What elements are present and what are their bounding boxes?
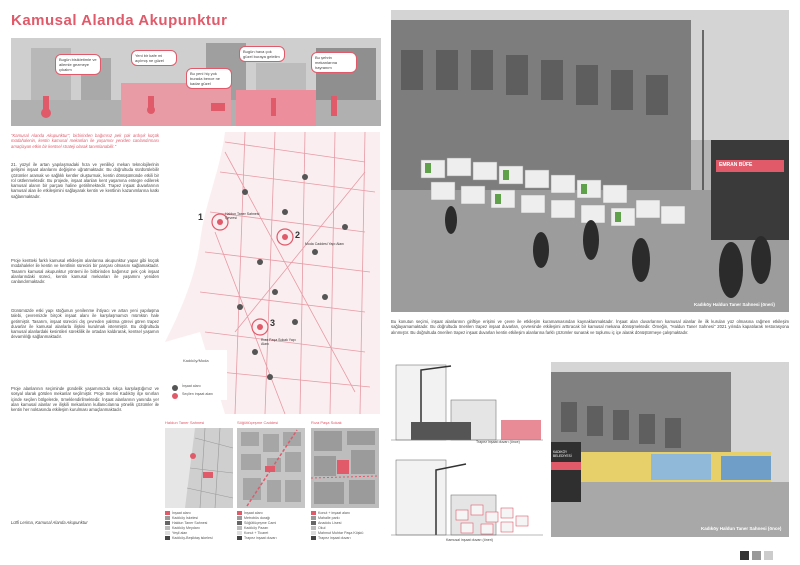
legend-item: Trapez inşaat duvarı (311, 536, 381, 541)
map-legend-title: Kadıköy/Moda (183, 358, 209, 363)
intro-quote-text: "Kamusal Alanda Akupunktur", birbirinden bağımsız pek çok ardışık küçük müdahalenin, kentin kamusal mekanları ile yaşamını yeniden canlandırması amaçlayan etkin bir kentsel strateji olarak tanımlanabilir." (11, 133, 159, 149)
kiosk-sign: EMRAN BÜFE (719, 162, 753, 168)
legend-item: Kadıköy-Beşiktaş iskelesi (165, 536, 235, 541)
signature: Lütfi Lerima, Kamusal Alanda Akupunktur (11, 520, 88, 525)
legend-item: Kadıköy Meydanı (165, 526, 235, 531)
before-photo-illustration (551, 362, 789, 537)
small-map-3-graphic (311, 428, 379, 508)
small-map-title-2: Söğütlüçeşme Caddesi (237, 420, 279, 425)
small-map-legend-1 (165, 511, 235, 541)
legend-item: Metrobüs durağı (237, 516, 307, 521)
small-map-title-1: Haldun Taner Sahnesi (165, 420, 205, 425)
small-map-2 (237, 428, 305, 508)
legend-item: Mahmut Muhtar Paşa Köşkü (311, 531, 381, 536)
legend-item: Söğütlüçeşme Cami (237, 521, 307, 526)
legend-item: Mahalle parkı (311, 516, 381, 521)
map-label-1: Haldun Taner Sahnesi Çevresi (225, 212, 260, 220)
small-map-legend-2 (237, 511, 307, 541)
page-indicator (737, 547, 773, 565)
before-photo-caption: Kadıköy Haldun Taner Sahnesi (önce) (701, 526, 782, 531)
small-map-1-graphic (165, 428, 233, 508)
speech-bubble: Bugün bisikletimle ve ailemle gezmeye çıkalım (55, 54, 101, 75)
wall-diagrams (391, 360, 543, 550)
hero-photo-illustration (391, 10, 789, 312)
legend-item: Okul (311, 526, 381, 531)
mid-paragraph: Bu konutun seçimi, inşaat alanlarının giriftiye erişimi ve çevre ile etkileşim kuramamasından kaynaklanmaktadır. İnşaat alan duvarlarının kamusal alanlar ile ilk kurulan yüz olmasına rağmen etkileşim sağlayamamaktadır. Bu doğrultuda önerilen trapez inşaat duvarları, çevresinde etkileşimi arttıracak bir kamusal mekana dönüşmektedir. Örneğin, "Haldun Taner Sahnesi" 2021 yılında kapatılarak restorasyona alınmıştır. Bu doğrultuda önerilen trapez inşaat duvarları kentin etkileşim alanlarına farklı çözümler sunarak ve toplumu iç içe alarak dönüştürmeye çalışmaktadır. (391, 319, 789, 335)
diagram-label-top: Trapez inşaat duvarı (önce) (476, 440, 520, 444)
legend-item: Anadolu Lisesi (311, 521, 381, 526)
legend-item: Kadıköy Pazarı (237, 526, 307, 531)
paragraph-3: Günümüzde eski yapı stoğunun yenilenme ihtiyacı ve artan yeni yapılaşma talebi, çevremizde birçok inşaat alanı ile karşılaşmamızı mümkün hale getirmiştir. Tasarım, inşaat sürecini dış çevreden yalıtma görevi gören trapez duvarlar ile kamusal alanlarla ilişkisi kurulmak istenmiştir. Bu doğrultuda kamusal alanlardaki kesintileri süreklilik ile ortadan kaldırarak, kentsel yaşamın devamlılığı sağlanmaktadır. (11, 308, 159, 340)
small-map-3 (311, 428, 379, 508)
speech-bubble: Bu yeni hiç yok burada bence ne kadar güzel (186, 68, 232, 89)
legend-item: İnşaat alanı (165, 511, 235, 516)
paragraph-4: Proje alanlarının seçiminde gündelik yaşamımızda sıkça karşılaştığımız ve sosyal olarak görülen mekanlar seçilmiştir. Proje önerisi Kadıköy ilçe sınırları içinde seçilen bölgelerde, örneklendirilmektedir. İnşaat alanlarının yanında yer alan kamusal alanlar ve ilişkili mekanların kullanıcılarına yönelik çözümler ile kentin her noktasında etkileşim kurulması amaçlanmaktadır. (11, 386, 159, 413)
map-label-number-3: 3 (270, 318, 276, 328)
small-map-2-graphic (237, 428, 305, 508)
map-legend-item: İnşaat alanı (182, 384, 201, 388)
small-map-title-3: Rıza Paşa Sokak (311, 420, 342, 425)
legend-item: Trapez inşaat duvarı (237, 536, 307, 541)
small-map-legend-3 (311, 511, 381, 541)
intro-quote (11, 133, 159, 149)
wall-diagram-graphic (391, 360, 543, 550)
page-title: Kamusal Alanda Akupunktur (11, 12, 228, 29)
legend-item: Konut + inşaat alanı (311, 511, 381, 516)
speech-bubble: Bugün hava çok güzel buraya gelelim (239, 46, 285, 62)
legend-item: Yeşil alan (165, 531, 235, 536)
hero-photo (391, 10, 789, 312)
page-dot (752, 551, 761, 560)
map-label-2: Moda Caddesi Yapı Alanı (305, 242, 345, 246)
legend-item: Konut + Ticaret (237, 531, 307, 536)
district-map (165, 132, 380, 414)
map-legend-item: Seçilen inşaat alanı (182, 392, 214, 396)
small-map-1 (165, 428, 233, 508)
paragraph-1: 21. yüzyıl ile artan yapılaşmadaki hıza ve yenilikçi mekan teknolojilerinin gelişimi inşaat alanlarını değişime uğratmaktadır. Bu doğrultuda sürdürülebilir çözümler aramak ve sağlıklı kentler oluşturmak, kentin dönüşümünde etkili bir rol üstlenmektedir. Bu projede, inşaat alanları kent yaşamına entegre edilerek kamusal alanın bir parçası haline getirilmektedir. Trapez inşaat duvarlarının kamusal alan ile etkileşimini sağlayarak kentin ve kentlinin kazanımlarına katkı sağlanmaktadır. (11, 162, 159, 199)
collage-strip (11, 38, 381, 126)
street-map-illustration (165, 132, 380, 414)
legend-item: Haldun Taner Sahnesi (165, 521, 235, 526)
hero-caption: Kadıköy Haldun Taner Sahnesi (öneri) (694, 302, 775, 307)
legend-item: İnşaat alanı (237, 511, 307, 516)
before-photo (551, 362, 789, 537)
legend-item: Kadıköy İskelesi (165, 516, 235, 521)
kiosk-sign: KADIKÖY BELEDİYESİ (553, 450, 572, 458)
map-label-number-1: 1 (198, 212, 204, 222)
paragraph-2: Proje kentteki farklı kamusal etkileşim alanlarına akupunktur yapar gibi küçük müdahaleler ile kentin ve kentlinin sürecini bir parçası olmasını sağlamaktadır. Tasarım kamusal akupunktur yöntemi ile birbirinden bağımsız pek çok inşaat alanlarındaki süreci, kentin kamusal mekanları ile yaşamını yeniden canlandırmaktadır. (11, 258, 159, 285)
page-dot-active (740, 551, 749, 560)
map-label-number-2: 2 (295, 230, 301, 240)
page-dot (764, 551, 773, 560)
speech-bubble: Yeni bir kafe mi açılmış ne güzel (131, 50, 177, 66)
map-label-3: Rıza Paşa Sokak Yapı Alanı (261, 338, 296, 346)
speech-bubble: Bu şehrin mekanlarına hayranım (311, 52, 357, 73)
diagram-label-bottom: Kamusal inşaat duvarı (öneri) (446, 538, 493, 542)
